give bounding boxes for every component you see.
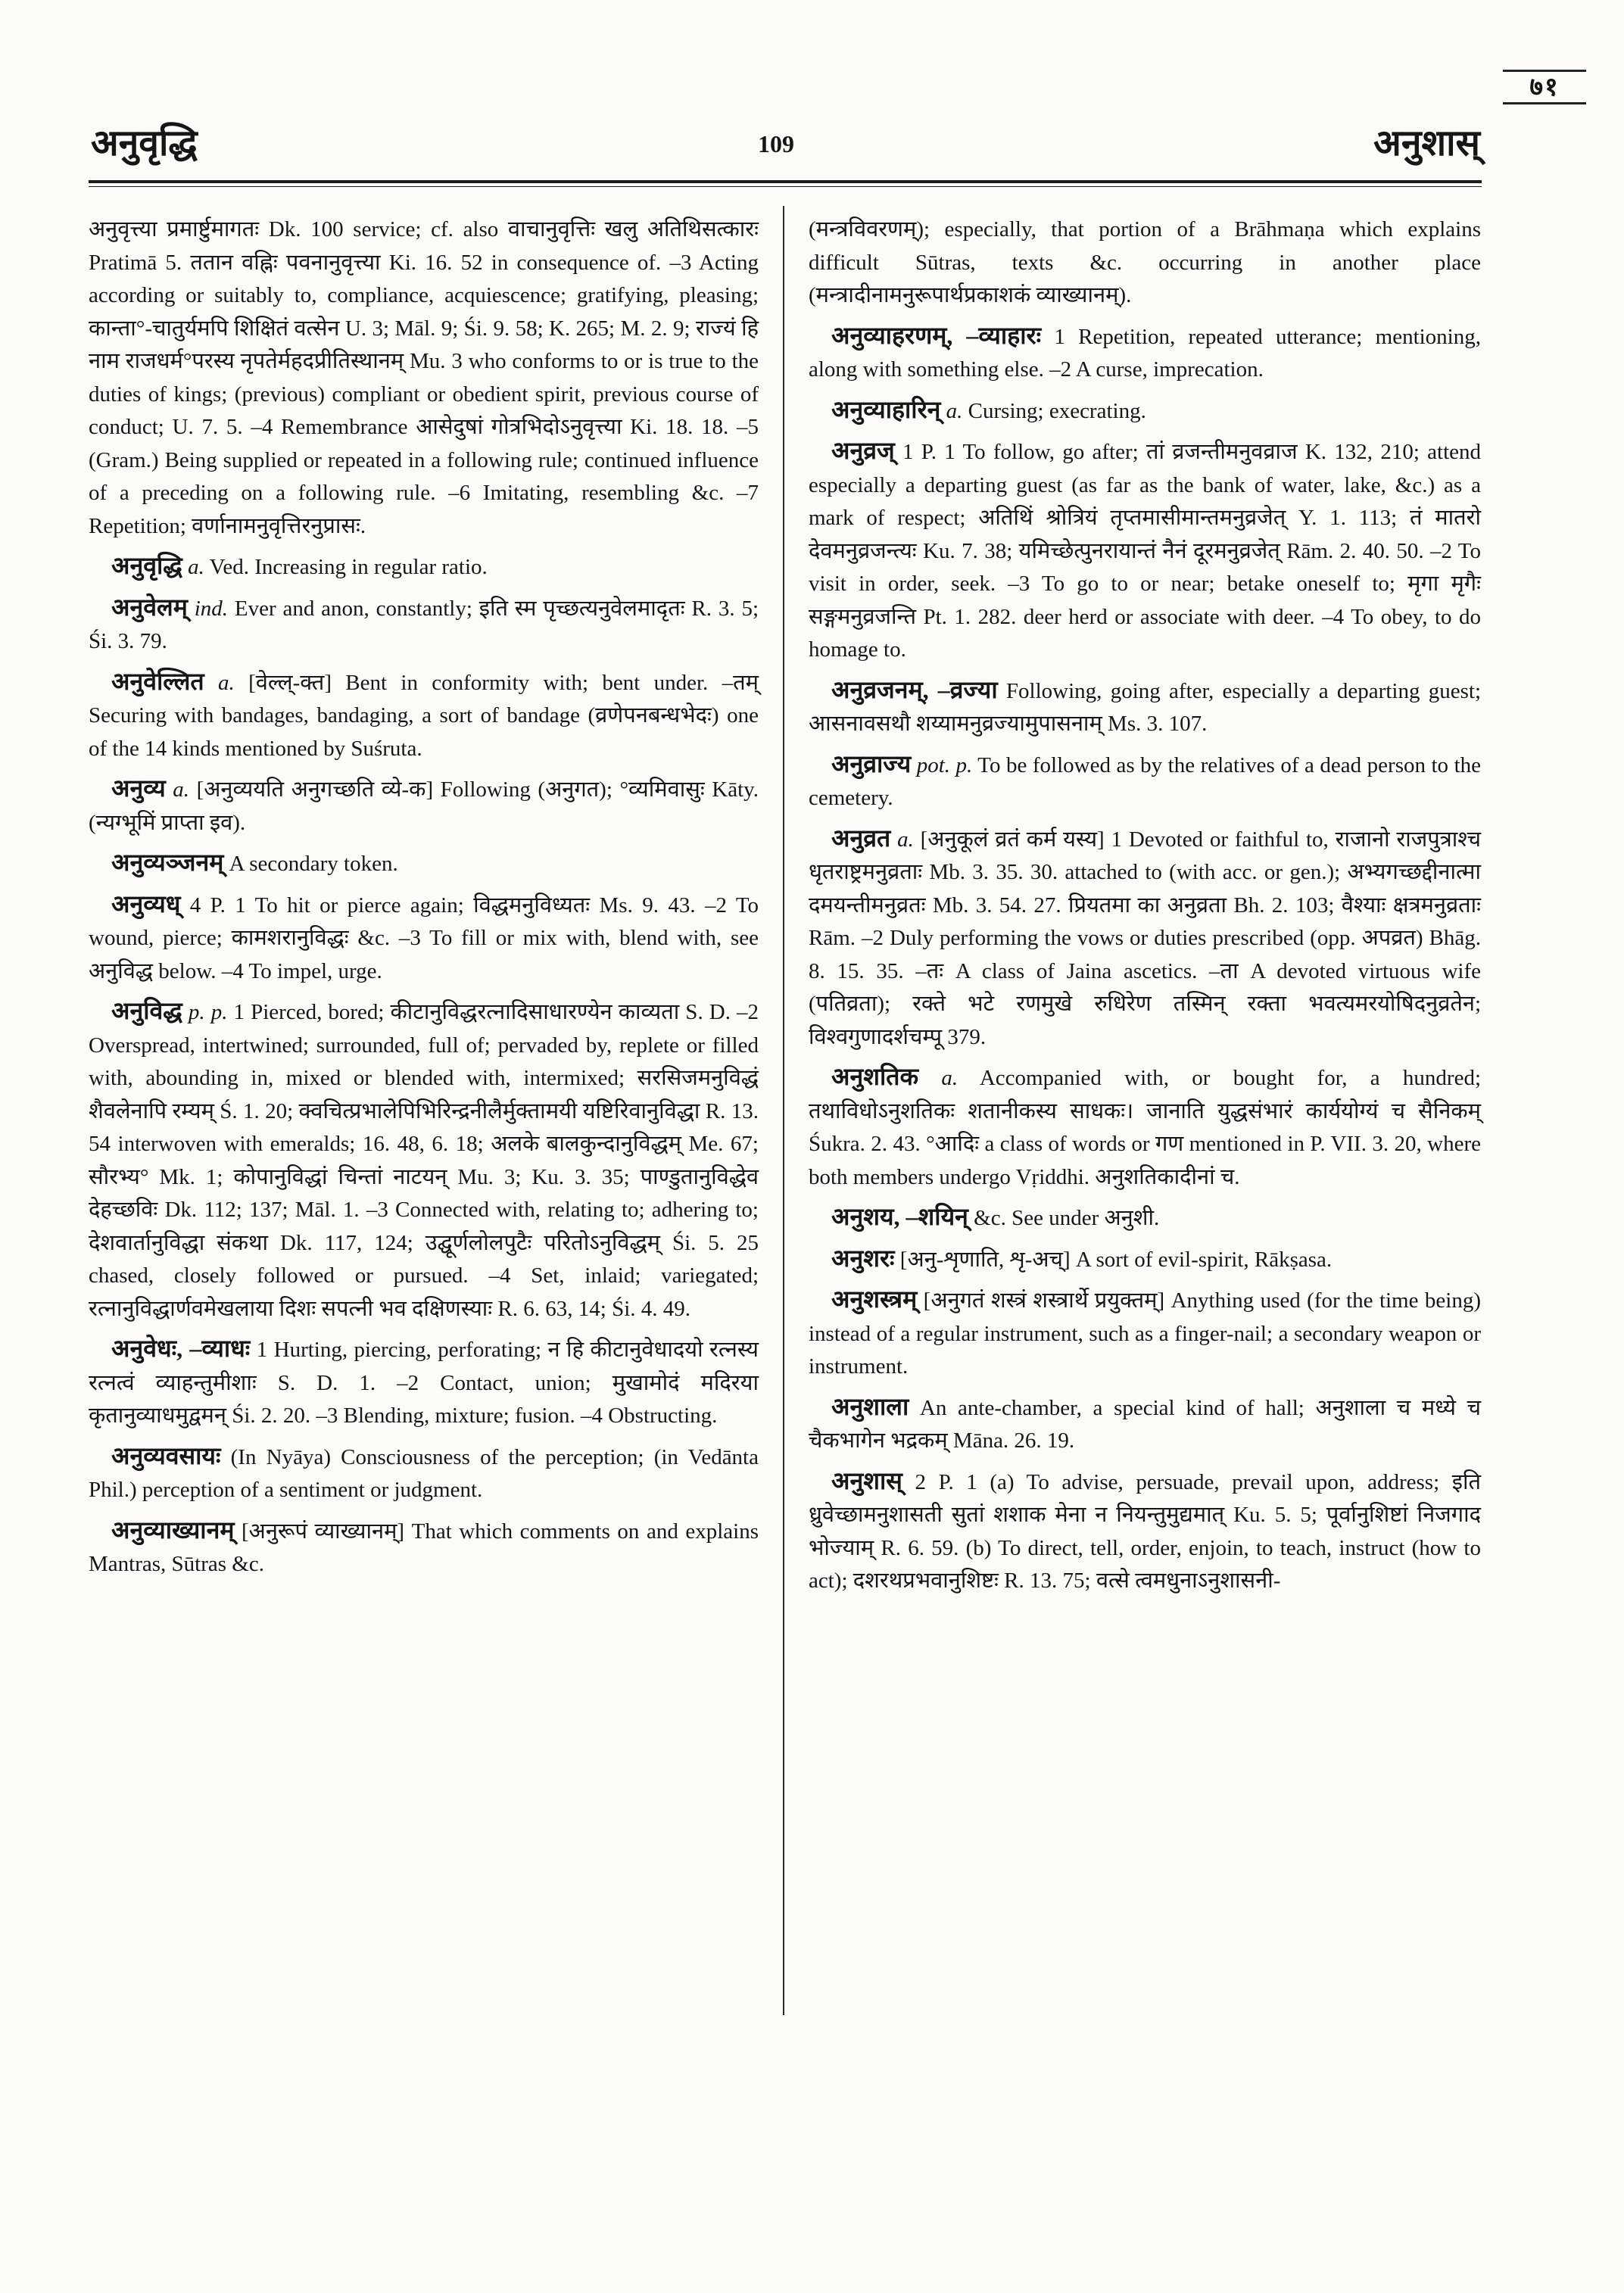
dictionary-entry <box>809 1283 1481 1384</box>
dictionary-entry <box>809 748 1481 815</box>
dictionary-entry <box>89 846 759 881</box>
dictionary-entry <box>809 1465 1481 1598</box>
dictionary-entry <box>89 550 759 584</box>
dictionary-entry <box>809 822 1481 1055</box>
header-rule <box>89 180 1482 187</box>
dictionary-entry <box>89 665 759 766</box>
entry-body: 1 Pierced, bored; कीटानुविद्धरत्नादिसाधारण्येन काव्यता S. D. –2 Overspread, intertwined; surrounded, full of; pervaded by, replete or filled with, abounding in, mixed or blended with, intermixed; सरसिजमनुविद्धं शैवलेनापि रम्यम् Ś. 1. 20; क्वचित्प्रभालेपिभिरिन्द्रनीलैर्मुक्तामयी यष्टिरिवानुविद्धा R. 13. 54 interwoven with emeralds; 16. 48, 6. 18; अलके बालकुन्दानुविद्धम् Me. 67; सौरभ्य° Mk. 1; कोपानुविद्धां चिन्तां नाटयन् Mu. 3; Ku. 3. 35; पाण्डुतानुविद्धेव देहच्छविः Dk. 112; 137; Māl. 1. –3 Connected with, relating to; adhering to; देशवार्तानुविद्धा संकथा Dk. 117, 124; उद्घूर्णलोलपुटैः परितोऽनुविद्धम् Śi. 5. 25 chased, closely followed or pursued. –4 Set, inlaid; variegated; रत्नानुविद्धार्णवमेखलाया दिशः सपत्नी भव दक्षिणस्याः R. 6. 63, 14; Śi. 4. 49. <box>89 1000 759 1321</box>
headword: अनुशतिक <box>831 1063 919 1090</box>
dictionary-entry <box>89 591 759 659</box>
entry-body: [वेल्ल्-क्त] Bent in conformity with; bent under. –तम् Securing with bandages, bandaging, a sort of bandage (व्रणेपनबन्धभेदः) one of the 14 kinds mentioned by Suśruta. <box>89 670 759 761</box>
grammatical-label: a. <box>173 777 190 802</box>
headword: अनुव्यञ्जनम् <box>111 849 224 876</box>
dictionary-entry <box>809 1201 1481 1235</box>
entry-body: (In Nyāya) Consciousness of the perception; (in Vedānta Phil.) perception of a sentiment or judgment. <box>89 1444 759 1502</box>
entry-body: Following, going after, especially a departing guest; आसनावसथौ शय्यामनुव्रज्यामुपासनाम् Ms. 3. 107. <box>809 678 1481 736</box>
entry-body: अनुवृत्त्या प्रमार्ष्टुमागतः Dk. 100 service; cf. also वाचानुवृत्तिः खलु अतिथिसत्कारः Pratimā 5. ततान वह्निः पवनानुवृत्त्या Ki. 16. 52 in consequence of. –3 Acting according or suitably to, compliance, acquiescence; gratifying, pleasing; कान्ता°-चातुर्यमपि शिक्षितं वत्सेन U. 3; Māl. 9; Śi. 9. 58; K. 265; M. 2. 9; राज्यं हि नाम राजधर्म°परस्य नृपतेर्महदप्रीतिस्थानम् Mu. 3 who conforms to or is true to the duties of kings; (previous) compliant or obedient spirit, previous course of conduct; U. 7. 5. –4 Remembrance आसेदुषां गोत्रभिदोऽनुवृत्त्या Ki. 18. 18. –5 (Gram.) Being supplied or repeated in a following rule; continued influence of a preceding on a following rule. –6 Imitating, resembling &c. –7 Repetition; वर्णानामनुवृत्तिरनुप्रासः. <box>89 217 759 538</box>
grammatical-label: pot. p. <box>916 752 973 777</box>
dictionary-entry <box>89 1514 759 1581</box>
entry-body: 1 Repetition, repeated utterance; mentioning, along with something else. –2 A curse, imprecation. <box>809 324 1481 382</box>
column-divider <box>783 206 784 2015</box>
page-number: 109 <box>758 130 794 157</box>
left-column <box>89 213 759 1588</box>
entry-body: Ved. Increasing in regular ratio. <box>209 555 488 579</box>
headword: अनुवेल्लित <box>111 667 204 695</box>
entry-body: &c. See under अनुशी. <box>974 1206 1160 1230</box>
headword: अनुव्याख्यानम् <box>111 1516 235 1544</box>
entry-body: [अनु-शृणाति, शृ-अच्] A sort of evil-spirit, Rākṣasa. <box>899 1247 1333 1272</box>
entry-body: [अनुरूपं व्याख्यानम्] That which comments on and explains Mantras, Sūtras &c. <box>89 1519 759 1576</box>
headword: अनुवृद्धि <box>111 552 182 579</box>
headword: अनुशस्त्रम् <box>831 1285 918 1313</box>
dictionary-entry <box>809 1242 1481 1277</box>
entry-body: Cursing; execrating. <box>968 398 1146 423</box>
dictionary-entry <box>89 888 759 989</box>
grammatical-label: a. <box>217 670 235 695</box>
grammatical-label: a. <box>897 827 914 852</box>
entry-body: [अनुव्ययति अनुगच्छति व्ये-क] Following (अनुगत); °व्यमिवासुः Kāty. (न्यग्भूमिं प्राप्ता इव). <box>89 777 759 835</box>
dictionary-entry <box>809 394 1481 428</box>
right-column <box>809 213 1481 1605</box>
entry-body: 2 P. 1 (a) To advise, persuade, prevail upon, address; इति ध्रुवेच्छामनुशासती सुतां शशाक मेना न नियन्तुमुद्यमात् Ku. 5. 5; पूर्वानुशिष्टां निजगाद भोज्याम् R. 6. 59. (b) To direct, tell, order, enjoin, to teach, instruct (how to act); दशरथप्रभवानुशिष्टः R. 13. 75; वत्से त्वमधुनाऽनुशासनी- <box>809 1469 1482 1593</box>
entry-body: 1 P. 1 To follow, go after; तां व्रजन्तीमनुवव्राज K. 132, 210; attend especially a departing guest (as far as the bank of water, lake, &c.) as a mark of respect; अतिथिं श्रोत्रियं तृप्तमासीमान्तमनुव्रजेत् Y. 1. 113; तं मातरो देवमनुव्रजन्त्यः Ku. 7. 38; यमिच्छेत्पुनरायान्तं नैनं दूरमनुव्रजेत् Rām. 2. 40. 50. –2 To visit in order, seek. –3 To go to or near; betake oneself to; मृगा मृगैः सङ्गमनुव्रजन्ति Pt. 1. 282. deer herd or associate with deer. –4 To obey, to do homage to. <box>809 440 1481 662</box>
entry-body: A secondary token. <box>229 852 398 876</box>
dictionary-entry <box>89 1440 759 1507</box>
headword: अनुशाला <box>831 1392 909 1420</box>
running-head-right: अनुशास् <box>1373 123 1480 164</box>
headword: अनुव्याहरणम्, –व्याहारः <box>831 321 1042 349</box>
entry-body: 4 P. 1 To hit or pierce again; विद्धमनुविध्यतः Ms. 9. 43. –2 To wound, pierce; कामशरानुविद्धः &c. –3 To fill or mix with, blend with, see अनुविद्ध below. –4 To impel, urge. <box>89 893 759 983</box>
entry-body: To be followed as by the relatives of a dead person to the cemetery. <box>809 752 1481 810</box>
dictionary-entry <box>89 1332 759 1433</box>
running-head-left: अनुवृद्धि <box>91 123 198 164</box>
headword: अनुव्राज्य <box>831 749 912 777</box>
headword: अनुशरः <box>831 1244 895 1272</box>
corner-mark: ७१ <box>1503 70 1586 104</box>
dictionary-entry <box>809 1391 1481 1458</box>
headword: अनुव्रज् <box>831 437 895 464</box>
grammatical-label: a. <box>946 398 963 423</box>
headword: अनुवेलम् <box>111 593 188 621</box>
dictionary-entry <box>809 319 1481 387</box>
dictionary-entry <box>89 772 759 840</box>
grammatical-label: a. <box>188 555 204 579</box>
entry-body: 1 Hurting, piercing, perforating; न हि कीटानुवेधादयो रत्नस्य रत्नत्वं व्याहन्तुमीशाः S. D. 1. –2 Contact, union; मुखामोदं मदिरया कृतानुव्याधमुद्वमन् Śi. 2. 20. –3 Blending, mixture; fusion. –4 Obstructing. <box>89 1338 759 1428</box>
entry-body: Ever and anon, constantly; इति स्म पृच्छत्यनुवेलमादृतः R. 3. 5; Śi. 3. 79. <box>89 596 759 653</box>
grammatical-label: ind. <box>194 596 229 621</box>
dictionary-entry <box>809 1061 1481 1194</box>
grammatical-label: a. <box>941 1066 959 1090</box>
headword: अनुव्यध् <box>111 889 181 918</box>
grammatical-label: p. p. <box>188 1000 228 1024</box>
dictionary-entry-continuation <box>89 213 759 543</box>
headword: अनुवेधः, –व्याधः <box>111 1335 251 1362</box>
dictionary-entry <box>89 995 759 1326</box>
headword: अनुव्रजनम्, –व्रज्या <box>831 675 998 703</box>
dictionary-entry <box>809 435 1481 667</box>
headword: अनुविद्ध <box>111 997 182 1024</box>
headword: अनुशास् <box>831 1466 902 1494</box>
entry-body: Accompanied with, or bought for, a hundred; तथाविधोऽनुशतिकः शतानीकस्य साधकः। जानाति युद्धसंभारं कार्ययोग्यं च सैनिकम् Śukra. 2. 43. °आदिः a class of words or गण mentioned in P. VII. 3. 20, where both members undergo Vṛiddhi. अनुशतिकादीनां च. <box>809 1066 1481 1189</box>
headword: अनुव्यवसायः <box>111 1441 221 1469</box>
entry-body: [अनुकूलं व्रतं कर्म यस्य] 1 Devoted or faithful to, राजानो राजपुत्राश्च धृतराष्ट्रमनुव्रताः Mb. 3. 35. 30. attached to (with acc. or gen.); अभ्यगच्छद्दीनात्मा दमयन्तीमनुव्रतः Mb. 3. 54. 27. प्रियतमा का अनुव्रता Bh. 2. 103; वैश्याः क्षत्रमनुव्रताः Rām. –2 Duly performing the vows or duties prescribed (opp. अपव्रत) Bhāg. 8. 15. 35. –तः A class of Jaina ascetics. –ता A devoted virtuous wife (पतिव्रता); रक्ते भटे रणमुखे रुधिरेण तस्मिन् रक्ता भवत्यमरयोषिदनुव्रतेन; विश्वगुणादर्शचम्पू 379. <box>809 827 1482 1049</box>
entry-body: (मन्त्रविवरणम्); especially, that portion of a Brāhmaṇa which explains difficult Sūtras, texts &c. occurring in another place (मन्त्रादीनामनुरूपार्थप्रकाशकं व्याख्यानम्). <box>809 217 1481 307</box>
headword: अनुव्याहारिन् <box>831 395 941 423</box>
entry-body: [अनुगतं शस्त्रं शस्त्रार्थे प्रयुक्तम्] Anything used (for the time being) instead of a regular instrument, such as a finger-nail; a secondary weapon or instrument. <box>809 1288 1482 1379</box>
dictionary-entry-continuation <box>809 213 1481 313</box>
dictionary-entry <box>809 674 1481 741</box>
headword: अनुशय, –शयिन् <box>831 1203 968 1230</box>
entry-body: An ante-chamber, a special kind of hall; अनुशाला च मध्ये च चैकभागेन भद्रकम् Māna. 26. 19. <box>809 1395 1482 1453</box>
headword: अनुव्रत <box>831 824 891 852</box>
headword: अनुव्य <box>111 774 166 802</box>
